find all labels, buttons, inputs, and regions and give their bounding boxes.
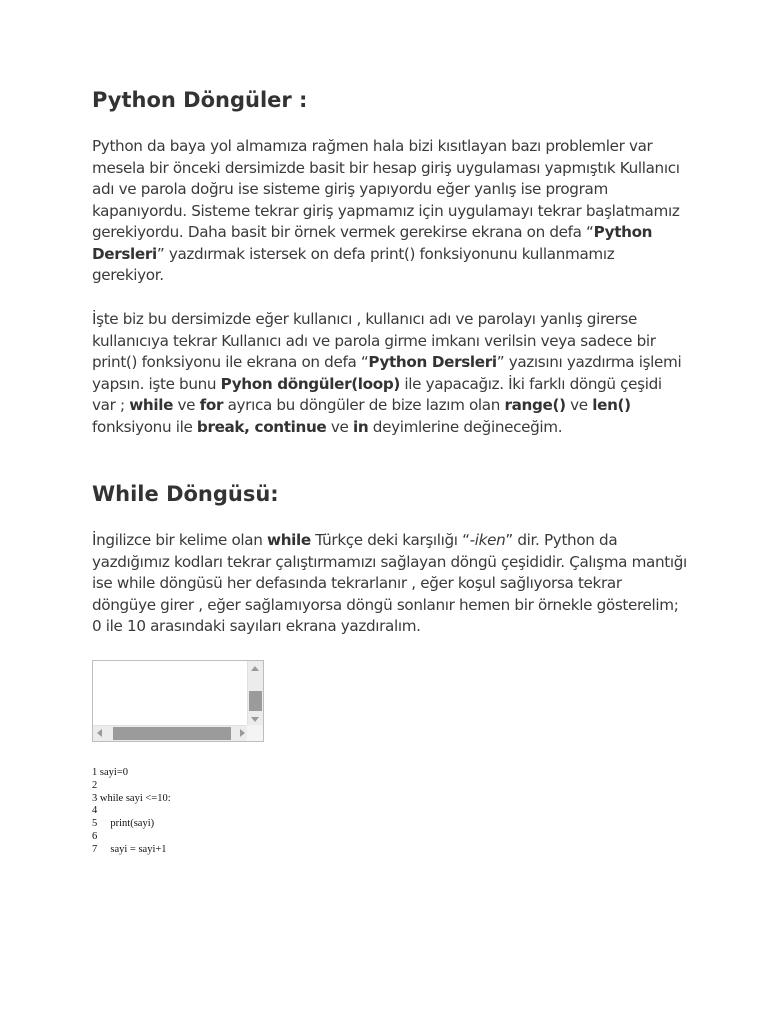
loops-bold-while: while xyxy=(129,396,174,414)
code-line: 4 xyxy=(92,805,98,817)
code-line: 6 xyxy=(92,830,98,842)
intro-paragraph xyxy=(92,136,688,287)
loops-bold-range: range() xyxy=(504,396,566,414)
horizontal-scroll-thumb[interactable] xyxy=(113,727,231,740)
loops-paragraph xyxy=(92,309,688,438)
loops-bold-break-continue: break, continue xyxy=(196,417,327,436)
loops-bold-pyhon-donguler: Pyhon döngüler(loop) xyxy=(220,374,400,393)
vertical-scroll-thumb[interactable] xyxy=(249,691,262,711)
code-line: 2 xyxy=(92,779,98,791)
loops-text-a: İşte biz bu dersimizde eğer kullanıcı , kullanıcı adı ve parolayı yanlış girerse kullanıcıya tekrar Kullanıcı adı ve parola girme imkanı verilsin veya sadece bir print() fonksiyonu ile ekrana on defa “ xyxy=(92,310,656,371)
horizontal-scrollbar[interactable] xyxy=(93,725,249,741)
code-line: 1 sayi=0 xyxy=(92,767,128,778)
intro-bold-python-dersleri: Python Dersleri xyxy=(92,223,653,263)
vertical-scrollbar[interactable] xyxy=(247,661,263,727)
scrollbar-corner xyxy=(247,725,263,741)
loops-bold-for: for xyxy=(199,396,224,414)
scroll-up-arrow-icon[interactable] xyxy=(251,666,259,671)
loops-text-g: ve xyxy=(565,396,593,414)
loops-text-i: ve xyxy=(326,417,353,436)
loops-bold-in: in xyxy=(352,417,369,436)
loops-bold-len: len() xyxy=(592,396,631,414)
intro-text: Python da baya yol almamıza rağmen hala bizi kısıtlayan bazı problemler var mesela bir önceki dersimizde basit bir hesap giriş uygulaması yapmıştık Kullanıcı adı ve parola doğru ise sisteme giriş yapıyordu eğer yanlış ise program kapanıyordu. Sisteme tekrar giriş yapmamız için uygulamayı tekrar başlatmamız gerekiyordu. Daha basit bir örnek vermek gerekirse ekrana on defa “ xyxy=(92,137,680,241)
loops-text-c: ” yazısını yazdırma işlemi yapsın. işte bunu xyxy=(92,353,682,393)
while-bold-while: while xyxy=(267,531,311,549)
code-scroll-box[interactable] xyxy=(92,660,264,742)
loops-text-j: deyimlerine değineceğim. xyxy=(368,417,563,436)
scroll-right-arrow-icon[interactable] xyxy=(240,729,245,737)
code-line: 7 sayi = sayi+1 xyxy=(92,843,167,855)
loops-text-e: ve xyxy=(173,396,200,414)
scroll-down-arrow-icon[interactable] xyxy=(251,717,259,722)
section-heading-while: While Döngüsü: xyxy=(92,482,279,506)
code-listing xyxy=(92,767,171,857)
while-paragraph xyxy=(92,530,688,638)
while-text-d: ” dir. Python da yazdığımız kodları tekrar çalıştırmamızı sağlayan döngü çeşididir. Çalışma mantığı ise while döngüsü her defasında tekrarlanır , eğer koşul sağlıyorsa tekrar döngüye girer , eğer sağlamıyorsa döngü sonlanır hemen bir örnekle gösterelim; 0 ile 10 arasındaki sayıları ekrana yazdıralım. xyxy=(92,531,687,635)
scroll-left-arrow-icon[interactable] xyxy=(97,729,102,737)
code-line: 5 print(sayi) xyxy=(92,818,155,830)
loops-bold-python-dersleri: Python Dersleri xyxy=(368,353,497,371)
page-title: Python Döngüler : xyxy=(92,88,308,112)
loops-text-h: fonksiyonu ile xyxy=(92,417,197,436)
loops-text-d: ile yapacağız. İki farklı döngü çeşidi var ; xyxy=(92,374,662,414)
while-text-c: Türkçe deki karşılığı “ xyxy=(310,531,470,549)
code-line: 3 while sayi <=10: xyxy=(92,792,171,804)
intro-text-tail: ” yazdırmak istersek on defa print() fonksiyonunu kullanmamız gerekiyor. xyxy=(92,244,615,284)
while-text-a: İngilizce bir kelime olan xyxy=(92,531,268,549)
while-italic-iken: -iken xyxy=(469,531,506,549)
loops-text-f: ayrıca bu döngüler de bize lazım olan xyxy=(223,396,505,414)
